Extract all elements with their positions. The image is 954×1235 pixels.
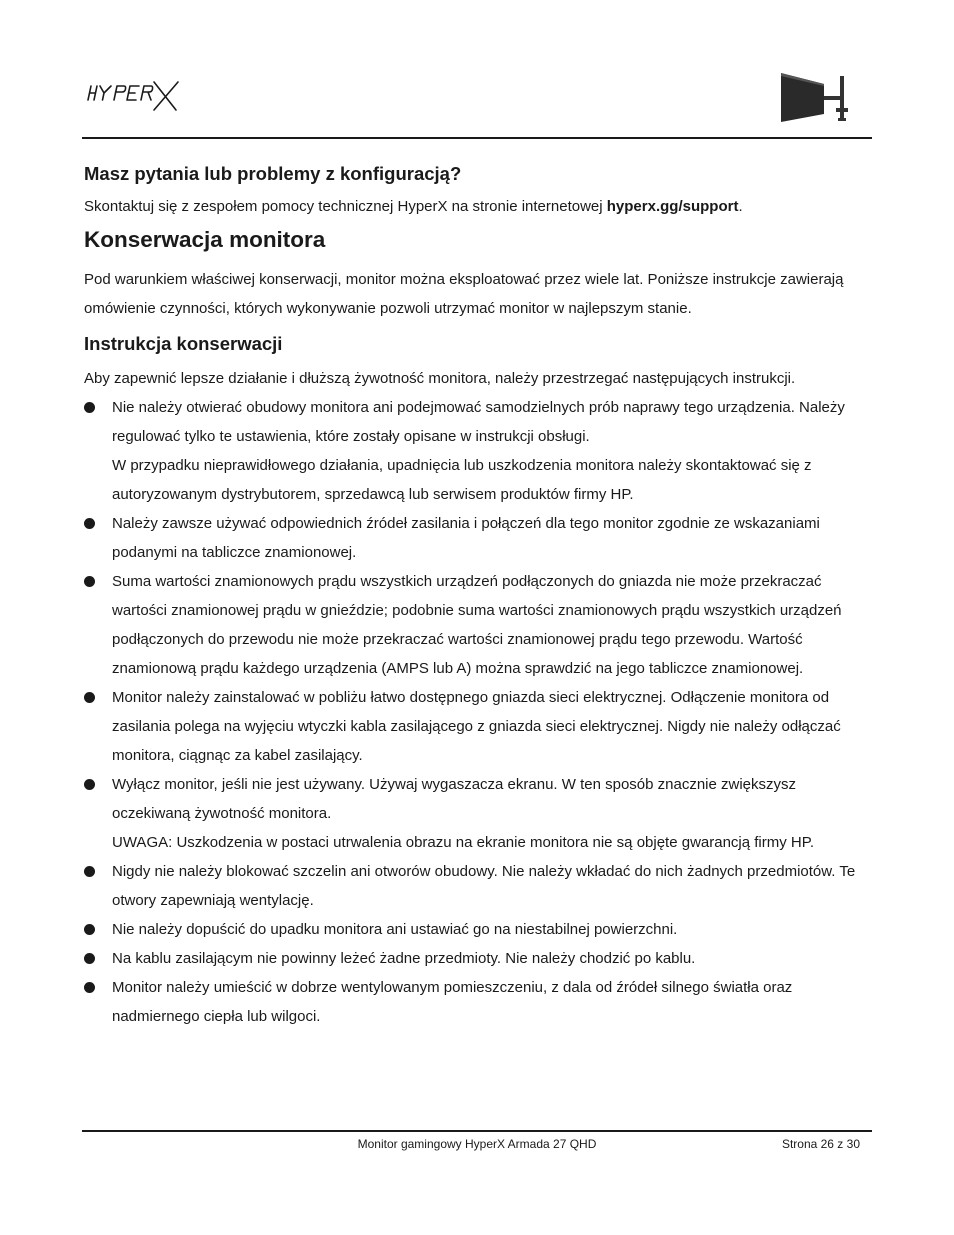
bullet-icon xyxy=(84,518,95,529)
list-item xyxy=(84,944,874,973)
maintenance-subheading: Instrukcja konserwacji xyxy=(84,333,283,354)
bullet-icon xyxy=(84,692,95,703)
list-item xyxy=(84,393,874,509)
list-item xyxy=(84,770,874,857)
list-item-text: Monitor należy umieścić w dobrze wentylowanym pomieszczeniu, z dala od źródeł silnego światła oraz nadmiernego ciepła lub wilgoci. xyxy=(112,979,793,1025)
support-contact-text xyxy=(84,196,874,218)
maintenance-list xyxy=(84,393,874,1031)
support-link[interactable]: hyperx.gg/support xyxy=(606,198,739,215)
bullet-icon xyxy=(84,982,95,993)
list-item-text: Nie należy dopuścić do upadku monitora ani ustawiać go na niestabilnej powierzchni. xyxy=(112,921,678,938)
contact-text: Skontaktuj się z zespołem pomocy technicznej HyperX na stronie internetowej xyxy=(84,198,607,215)
list-item-text: Nie należy otwierać obudowy monitora ani podejmować samodzielnych prób naprawy tego urządzenia. Należy regulować tylko te ustawienia, które zostały opisane w instrukcji obsługi. xyxy=(112,399,845,445)
list-item-note: W przypadku nieprawidłowego działania, upadnięcia lub uszkodzenia monitora należy skontaktować się z autoryzowanym dystrybutorem, sprzedawcą lub serwisem produktów firmy HP. xyxy=(112,457,812,503)
list-item xyxy=(84,509,874,567)
list-item-note: UWAGA: Uszkodzenia w postaci utrwalenia obrazu na ekranie monitora nie są objęte gwarancją firmy HP. xyxy=(112,834,814,851)
list-item xyxy=(84,857,874,915)
list-item-text: Na kablu zasilającym nie powinny leżeć żadne przedmioty. Nie należy chodzić po kablu. xyxy=(112,950,696,967)
header-divider xyxy=(82,137,872,139)
bullet-icon xyxy=(84,576,95,587)
list-item-text: Wyłącz monitor, jeśli nie jest używany. Używaj wygaszacza ekranu. W ten sposób znacznie zwiększysz oczekiwaną żywotność monitora. xyxy=(112,776,797,822)
bullet-icon xyxy=(84,866,95,877)
list-item-text: Suma wartości znamionowych prądu wszystkich urządzeń podłączonych do gniazda nie może przekraczać wartości znamionowej prądu w gnieździe; podobnie suma wartości znamionowych prądu wszystkich urządzeń podłączonych do przewodu nie może przekraczać wartości znamionowej prądu tego przewodu. Wartość znamionową prądu każdego urządzenia (AMPS lub A) można sprawdzić na jego tabliczce znamionowej. xyxy=(112,573,842,677)
page-title: Konserwacja monitora xyxy=(84,227,326,252)
bullet-icon xyxy=(84,779,95,790)
page-content xyxy=(84,160,874,1031)
page-number: Strona 26 z 30 xyxy=(781,1137,860,1151)
intro-paragraph: Pod warunkiem właściwej konserwacji, monitor można eksploatować przez wiele lat. Poniższe instrukcje zawierają omówienie czynności, których wykonywanie pozwoli utrzymać monitor w najlepszym stanie. xyxy=(84,271,844,317)
monitor-on-arm-icon xyxy=(778,70,854,126)
bullet-icon xyxy=(84,953,95,964)
hyperx-logo xyxy=(84,80,184,112)
maintenance-lead: Aby zapewnić lepsze działanie i dłuższą żywotność monitora, należy przestrzegać następujących instrukcji. xyxy=(84,370,796,387)
footer-divider xyxy=(82,1130,872,1132)
list-item xyxy=(84,915,874,944)
list-item-text: Monitor należy zainstalować w pobliżu łatwo dostępnego gniazda sieci elektrycznej. Odłączenie monitora od zasilania polega na wyjęciu wtyczki kabla zasilającego z gniazda sieci elektrycznej. Nigdy nie należy odłączać monitora, ciągnąc za kabel zasilający. xyxy=(112,689,841,764)
support-heading: Masz pytania lub problemy z konfiguracją? xyxy=(84,163,462,184)
list-item xyxy=(84,567,874,683)
contact-text-end: . xyxy=(738,198,743,215)
list-item xyxy=(84,683,874,770)
footer-title: Monitor gamingowy HyperX Armada 27 QHD xyxy=(357,1137,597,1151)
list-item-text: Nigdy nie należy blokować szczelin ani otworów obudowy. Nie należy wkładać do nich żadnych przedmiotów. Te otwory zapewniają wentylację. xyxy=(112,863,856,909)
list-item-text: Należy zawsze używać odpowiednich źródeł zasilania i połączeń dla tego monitor zgodnie ze wskazaniami podanymi na tabliczce znamionowej. xyxy=(112,515,820,561)
bullet-icon xyxy=(84,924,95,935)
list-item xyxy=(84,973,874,1031)
bullet-icon xyxy=(84,402,95,413)
